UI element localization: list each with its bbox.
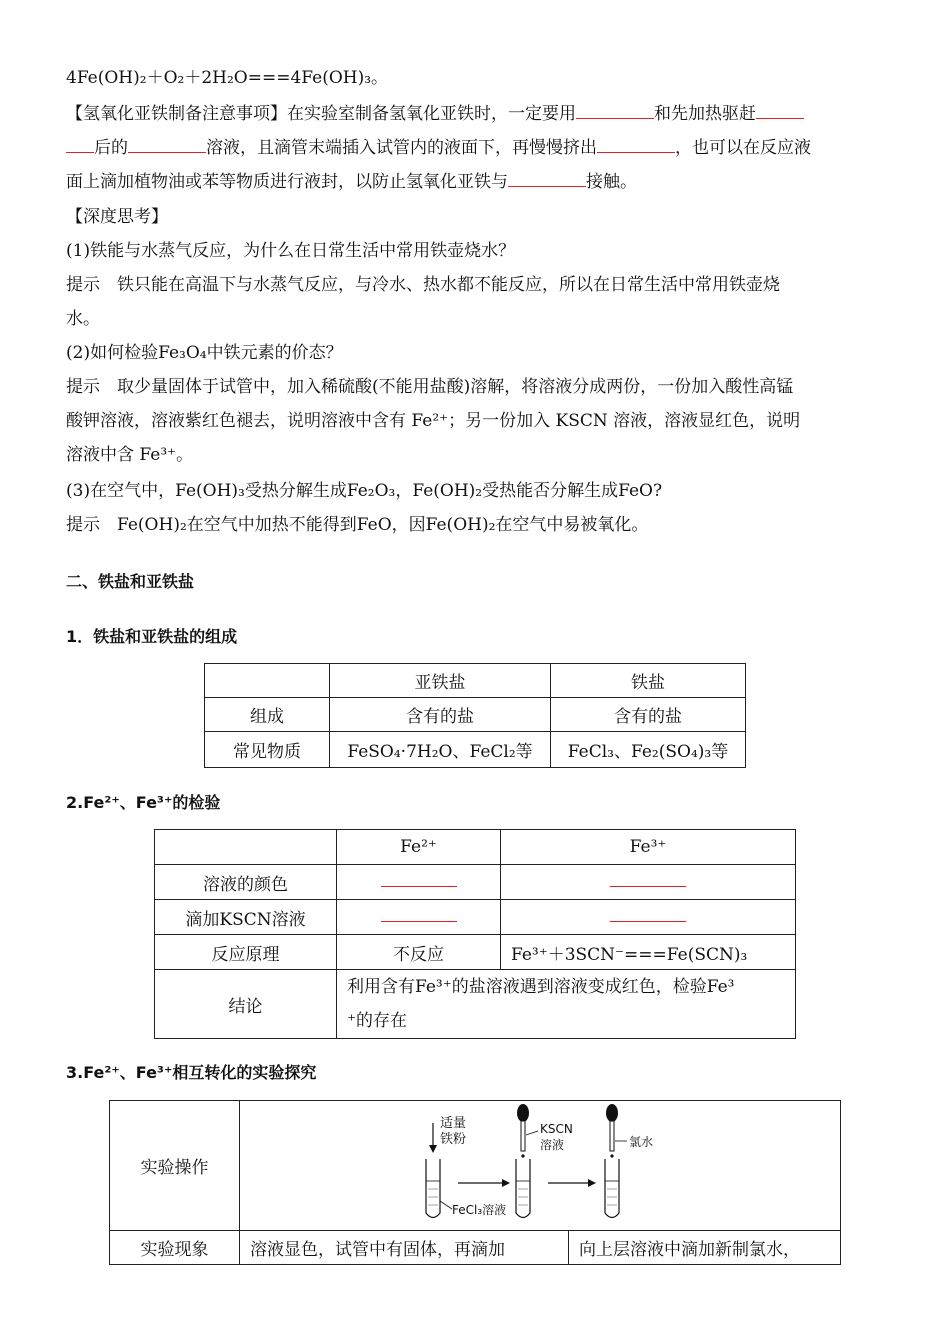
conclusion-cell (337, 970, 796, 1039)
notes-text: 在实验室制备氢氧化亚铁时，一定要用 (287, 104, 576, 124)
fill-blank[interactable] (576, 102, 654, 119)
answer-2-line-1: 提示 取少量固体于试管中，加入稀硫酸(不能用盐酸)溶解，将溶液分成两份，一份加入酸性高锰 (66, 377, 794, 397)
table-cell: 不反应 (337, 935, 501, 970)
table-cell: 反应原理 (155, 935, 337, 970)
notes-text: 后的 (94, 138, 128, 158)
dropper-bulb-icon (606, 1104, 618, 1122)
question-1: (1)铁能与水蒸气反应，为什么在日常生活中常用铁壶烧水？ (66, 241, 516, 261)
notes-text: 溶液，且滴管末端插入试管内的液面下，再慢慢挤出 (206, 138, 597, 158)
table-header-cell (155, 830, 337, 865)
table-cell: 实验现象 (110, 1231, 240, 1265)
table-cell (337, 900, 501, 935)
table-row (205, 732, 746, 768)
drop-icon (610, 1154, 613, 1157)
dropper-tube-icon (610, 1121, 614, 1151)
notes-text: 接触。 (586, 172, 637, 192)
table-cell: 向上层溶液中滴加新制氯水， (569, 1231, 841, 1265)
table-cell: 实验操作 (110, 1101, 240, 1231)
test-tube-icon (516, 1159, 530, 1218)
fill-blank[interactable] (756, 102, 804, 119)
deep-title: 【深度思考】 (66, 207, 168, 227)
table-cell: 含有的盐 (330, 698, 551, 732)
chlorine-water-label: 氯水 (629, 1135, 654, 1149)
table-row (205, 698, 746, 732)
composition-table (204, 663, 746, 768)
test-tube-icon (426, 1159, 440, 1218)
fill-blank[interactable] (66, 136, 94, 153)
fill-blank[interactable] (610, 872, 686, 887)
conclusion-line: 利用含有Fe³⁺的盐溶液遇到溶液变成红色，检验Fe³ (347, 977, 735, 997)
experiment-table (109, 1100, 841, 1265)
answer-1-line-2: 水。 (66, 309, 100, 329)
table-header-cell: Fe²⁺ (337, 830, 501, 865)
table-row (110, 1231, 841, 1265)
fill-blank[interactable] (508, 170, 586, 187)
notes-title: 【氢氧化亚铁制备注意事项】 (66, 104, 287, 124)
notes-line-3 (66, 170, 637, 194)
table-header-cell: 亚铁盐 (330, 664, 551, 698)
answer-2-line-2: 酸钾溶液，溶液紫红色褪去，说明溶液中含有 Fe²⁺；另一份加入 KSCN 溶液，溶液显红色，说明 (66, 411, 801, 431)
iron-powder-label: 适量 (440, 1116, 467, 1131)
question-3: (3)在空气中，Fe(OH)₃受热分解生成Fe₂O₃，Fe(OH)₂受热能否分解生成FeO? (66, 481, 663, 501)
add-arrow-head (429, 1145, 437, 1153)
experiment-diagram (240, 1101, 840, 1230)
table-cell: FeCl₃、Fe₂(SO₄)₃等 (551, 732, 746, 768)
table-row (155, 900, 796, 935)
notes-text: 面上滴加植物油或苯等物质进行液封，以防止氢氧化亚铁与 (66, 172, 508, 192)
label-pointer (526, 1131, 538, 1135)
equation-line: 4Fe(OH)₂＋O₂＋2H₂O===4Fe(OH)₃。 (66, 68, 389, 88)
table-header-cell (205, 664, 330, 698)
subsection-2-title: 2.Fe²⁺、Fe³⁺的检验 (66, 793, 221, 812)
table-cell (501, 900, 796, 935)
fill-blank[interactable] (381, 872, 457, 887)
process-arrow-head (502, 1179, 510, 1187)
table-row (155, 865, 796, 900)
label-pointer (440, 1201, 452, 1209)
table-cell: FeSO₄·7H₂O、FeCl₂等 (330, 732, 551, 768)
table-cell: 溶液的颜色 (155, 865, 337, 900)
notes-text: ，也可以在反应液 (675, 138, 811, 158)
fill-blank[interactable] (610, 907, 686, 922)
table-cell: 组成 (205, 698, 330, 732)
table-row (155, 935, 796, 970)
table-cell (337, 865, 501, 900)
table-row (155, 970, 796, 1039)
table-row (110, 1101, 841, 1231)
kscn-label: KSCN (540, 1122, 573, 1136)
kscn-label: 溶液 (540, 1138, 565, 1152)
notes-line-1 (66, 102, 804, 126)
section-title: 二、铁盐和亚铁盐 (66, 572, 195, 591)
table-cell: 结论 (155, 970, 337, 1039)
table-header-cell: 铁盐 (551, 664, 746, 698)
iron-powder-label: 铁粉 (440, 1132, 467, 1147)
table-cell: 溶液显色，试管中有固体，再滴加 (240, 1231, 569, 1265)
table-cell (501, 865, 796, 900)
test-tube-icon (605, 1159, 619, 1218)
answer-3: 提示 Fe(OH)₂在空气中加热不能得到FeO，因Fe(OH)₂在空气中易被氧化。 (66, 515, 649, 535)
fill-blank[interactable] (381, 907, 457, 922)
fecl3-solution-label: FeCl₃溶液 (452, 1203, 507, 1217)
fill-blank[interactable] (128, 136, 206, 153)
fill-blank[interactable] (597, 136, 675, 153)
table-cell: 含有的盐 (551, 698, 746, 732)
process-arrow-head (588, 1179, 596, 1187)
detection-table (154, 829, 796, 1039)
conclusion-line: ⁺的存在 (347, 1011, 407, 1031)
subsection-3-title: 3.Fe²⁺、Fe³⁺相互转化的实验探究 (66, 1063, 317, 1082)
dropper-tube-icon (521, 1121, 525, 1151)
notes-text: 和先加热驱赶 (654, 104, 756, 124)
subsection-1-title: 1．铁盐和亚铁盐的组成 (66, 627, 238, 646)
table-cell: 常见物质 (205, 732, 330, 768)
notes-line-2 (66, 136, 811, 160)
question-2: (2)如何检验Fe₃O₄中铁元素的价态？ (66, 343, 343, 363)
experiment-figure-cell (240, 1101, 841, 1231)
table-header-cell: Fe³⁺ (501, 830, 796, 865)
answer-2-line-3: 溶液中含 Fe³⁺。 (66, 445, 194, 465)
answer-1-line-1: 提示 铁只能在高温下与水蒸气反应，与冷水、热水都不能反应，所以在日常生活中常用铁壶烧 (66, 275, 780, 295)
table-cell: 滴加KSCN溶液 (155, 900, 337, 935)
table-cell: Fe³⁺＋3SCN⁻===Fe(SCN)₃ (501, 935, 796, 970)
dropper-bulb-icon (517, 1104, 529, 1122)
drop-icon (521, 1154, 524, 1157)
